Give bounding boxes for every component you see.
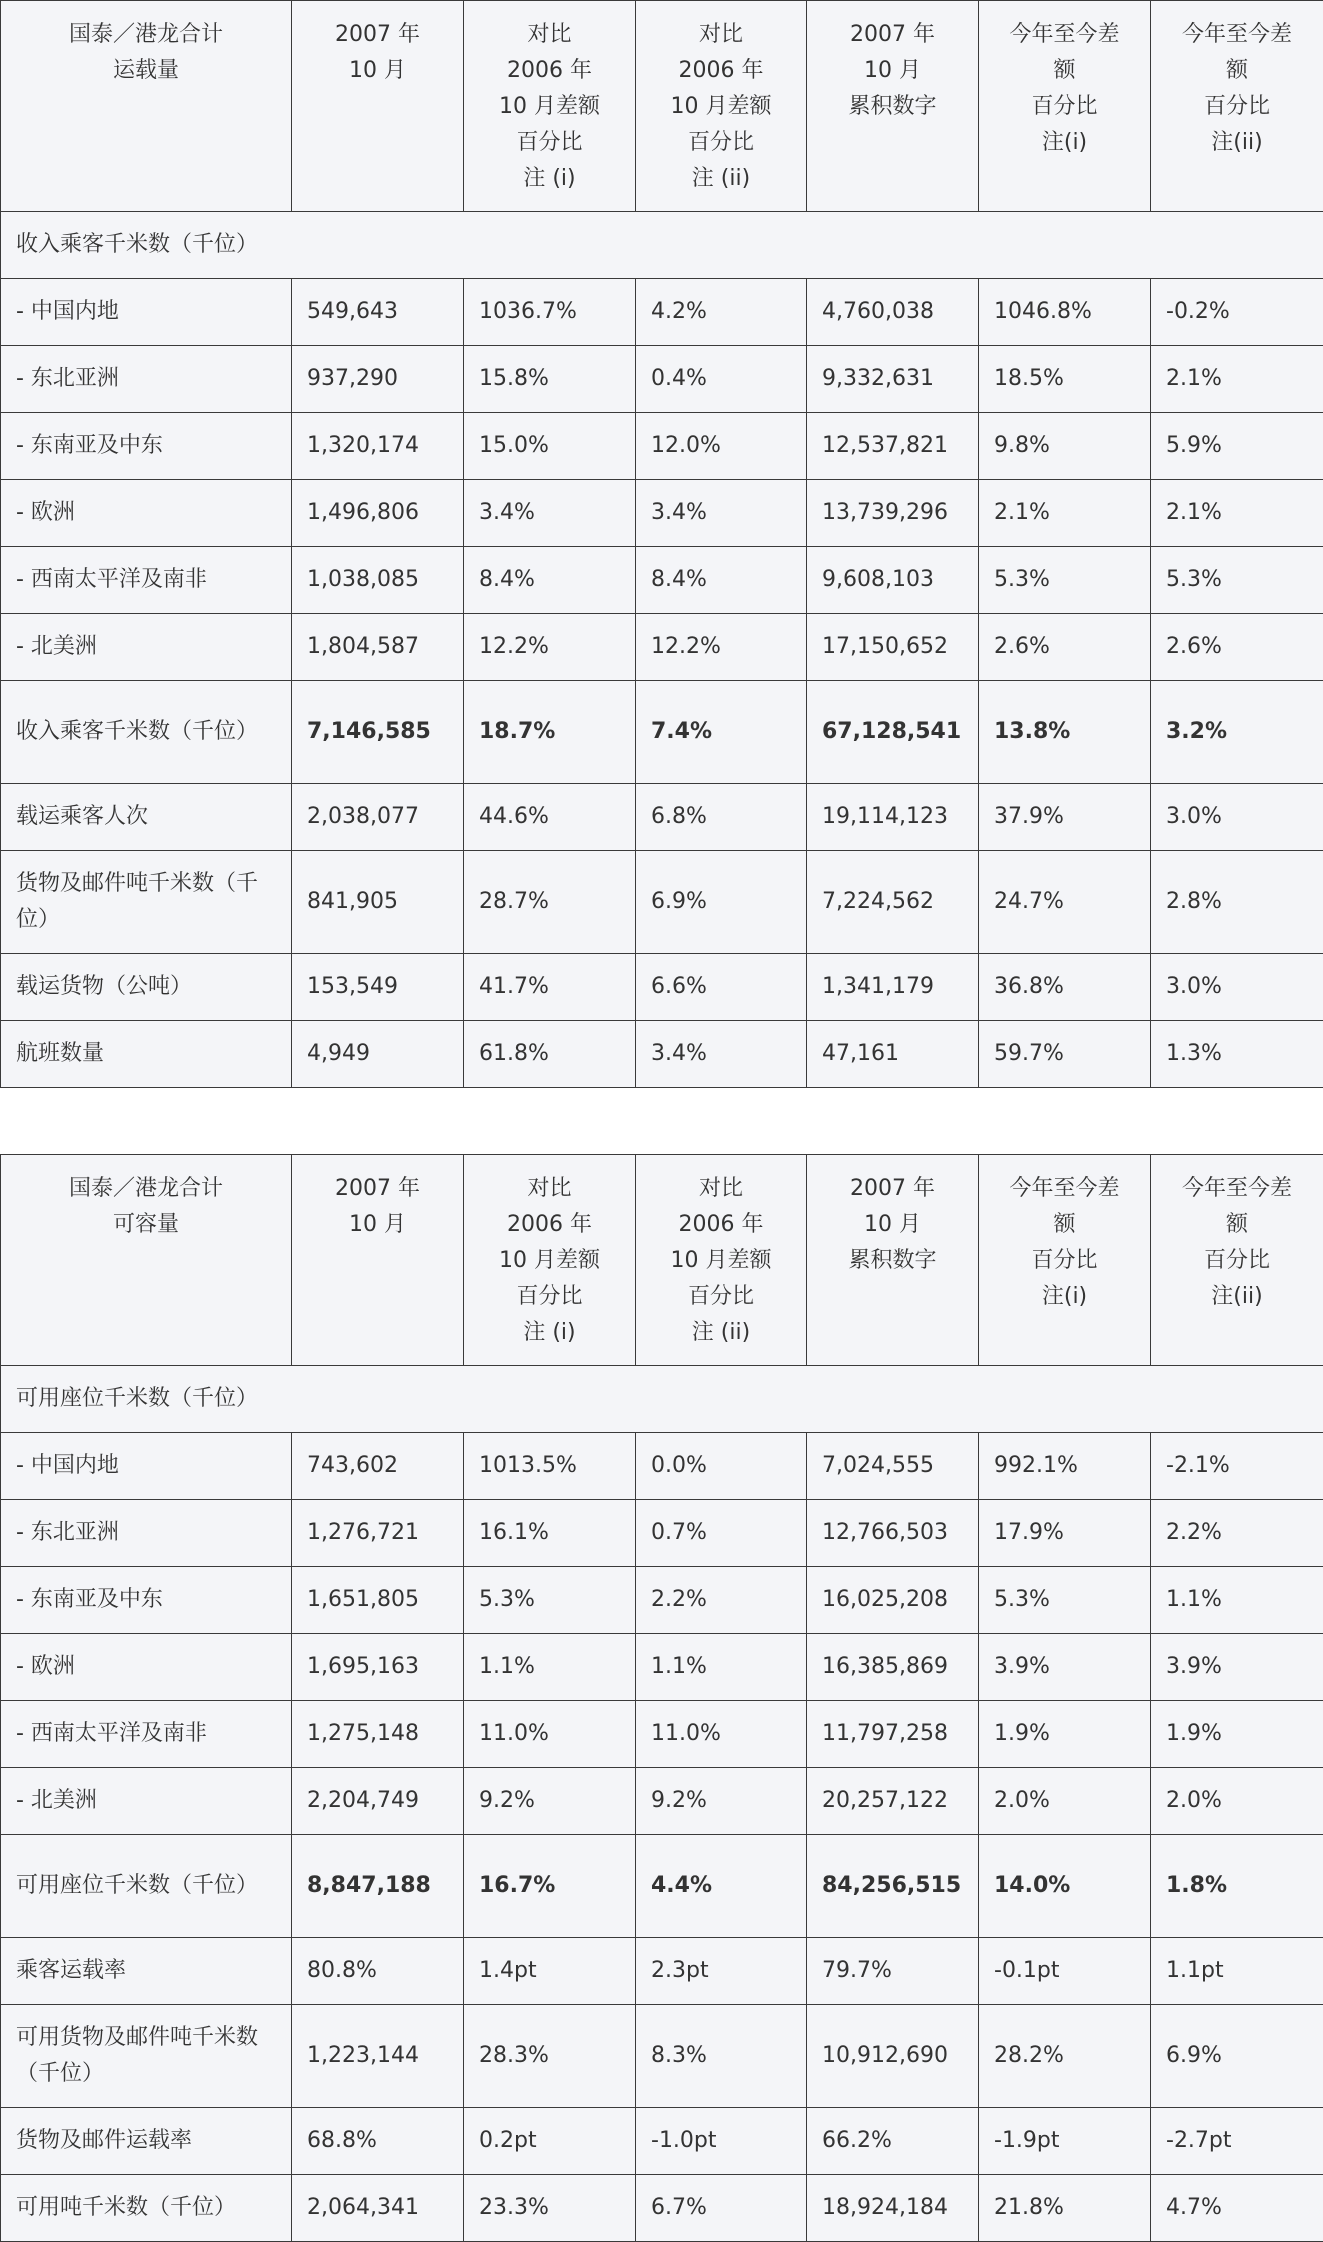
row-label: 货物及邮件运载率 (1, 2108, 292, 2175)
column-header-line: 百分比 (1157, 89, 1317, 125)
table-cell: 20,257,122 (807, 1768, 979, 1835)
column-header-line: 百分比 (985, 1243, 1144, 1279)
table-cell: 6.8% (636, 784, 807, 851)
column-header-line: 对比 (470, 17, 629, 53)
table-cell: 2.6% (979, 614, 1151, 681)
table-cell: 3.4% (636, 1021, 807, 1088)
table-cell: 8.4% (636, 547, 807, 614)
table-cell: -0.2% (1151, 279, 1323, 346)
table-cell: 2,204,749 (292, 1768, 464, 1835)
row-label: - 东南亚及中东 (1, 413, 292, 480)
table-cell: -1.0pt (636, 2108, 807, 2175)
column-header-line: 2007 年 (298, 1171, 457, 1207)
table-cell: 68.8% (292, 2108, 464, 2175)
row-label: 航班数量 (1, 1021, 292, 1088)
column-header-line: 额 (985, 53, 1144, 89)
table-cell: 2.8% (1151, 851, 1323, 954)
table-cell: 7,146,585 (292, 681, 464, 784)
row-label: 载运乘客人次 (1, 784, 292, 851)
section-row (1, 212, 1323, 279)
row-label: - 欧洲 (1, 480, 292, 547)
total-row (1, 1835, 1323, 1938)
table-cell: -2.1% (1151, 1433, 1323, 1500)
table-cell: 1.9% (979, 1701, 1151, 1768)
column-header-line: 注 (ii) (642, 1315, 800, 1351)
column-header (1151, 1, 1323, 212)
column-header (636, 1, 807, 212)
table-cell: 3.4% (636, 480, 807, 547)
table-cell: 1,695,163 (292, 1634, 464, 1701)
row-label: 货物及邮件吨千米数（千位） (1, 851, 292, 954)
table-cell: 12,766,503 (807, 1500, 979, 1567)
table-cell: 12,537,821 (807, 413, 979, 480)
table-cell: 5.3% (979, 547, 1151, 614)
table-cell: 16,385,869 (807, 1634, 979, 1701)
table-cell: 2.6% (1151, 614, 1323, 681)
table-cell: 59.7% (979, 1021, 1151, 1088)
section-label: 可用座位千米数（千位） (1, 1366, 1323, 1433)
table-cell: 9,608,103 (807, 547, 979, 614)
row-label: 载运货物（公吨） (1, 954, 292, 1021)
table-cell: 10,912,690 (807, 2005, 979, 2108)
column-header-line: 额 (985, 1207, 1144, 1243)
table-cell: 18.5% (979, 346, 1151, 413)
capacity-table (0, 1154, 1323, 2242)
table-cell: 5.9% (1151, 413, 1323, 480)
total-row (1, 681, 1323, 784)
column-header (807, 1155, 979, 1366)
table-row (1, 547, 1323, 614)
table-cell: 13.8% (979, 681, 1151, 784)
row-label: 可用吨千米数（千位） (1, 2175, 292, 2242)
table-cell: 28.2% (979, 2005, 1151, 2108)
table-cell: 6.7% (636, 2175, 807, 2242)
column-header-line: 10 月 (813, 1207, 972, 1243)
table-cell: 2.2% (1151, 1500, 1323, 1567)
column-header-line: 百分比 (642, 125, 800, 161)
table-cell: 0.4% (636, 346, 807, 413)
table-cell: 1.8% (1151, 1835, 1323, 1938)
column-header-line: 百分比 (470, 1279, 629, 1315)
column-header-line: 百分比 (470, 125, 629, 161)
table-row (1, 954, 1323, 1021)
table-cell: 1.1% (636, 1634, 807, 1701)
table-cell: 11.0% (636, 1701, 807, 1768)
table-row (1, 279, 1323, 346)
table-row (1, 2175, 1323, 2242)
table-cell: 1046.8% (979, 279, 1151, 346)
table-cell: 1036.7% (464, 279, 636, 346)
table-cell: 992.1% (979, 1433, 1151, 1500)
column-header-line: 2006 年 (470, 53, 629, 89)
table-cell: 8,847,188 (292, 1835, 464, 1938)
table-cell: 743,602 (292, 1433, 464, 1500)
table-cell: 13,739,296 (807, 480, 979, 547)
table-cell: 15.8% (464, 346, 636, 413)
column-header-line: 额 (1157, 1207, 1317, 1243)
table-cell: 8.4% (464, 547, 636, 614)
table-row (1, 413, 1323, 480)
table-cell: 1.4pt (464, 1938, 636, 2005)
table-cell: 3.0% (1151, 784, 1323, 851)
table-cell: 4.7% (1151, 2175, 1323, 2242)
table-row (1, 1634, 1323, 1701)
row-label: - 东北亚洲 (1, 346, 292, 413)
row-label: 可用座位千米数（千位） (1, 1835, 292, 1938)
table-cell: 16.1% (464, 1500, 636, 1567)
column-header-line: 累积数字 (813, 1243, 972, 1279)
table-cell: 21.8% (979, 2175, 1151, 2242)
table-cell: 1,275,148 (292, 1701, 464, 1768)
table-cell: 2,038,077 (292, 784, 464, 851)
table-row (1, 851, 1323, 954)
table-cell: 36.8% (979, 954, 1151, 1021)
table-cell: 67,128,541 (807, 681, 979, 784)
table-cell: 1.3% (1151, 1021, 1323, 1088)
column-header-line: 今年至今差 (985, 1171, 1144, 1207)
row-label: - 中国内地 (1, 279, 292, 346)
column-header-line: 对比 (642, 1171, 800, 1207)
column-header-line: 注(ii) (1157, 125, 1317, 161)
column-header-line: 10 月差额 (642, 1243, 800, 1279)
table-cell: 47,161 (807, 1021, 979, 1088)
table-cell: 8.3% (636, 2005, 807, 2108)
row-label: - 东南亚及中东 (1, 1567, 292, 1634)
table-cell: 9.2% (636, 1768, 807, 1835)
column-header-line: 对比 (642, 17, 800, 53)
column-header (1151, 1155, 1323, 1366)
traffic-load-table (0, 0, 1323, 1088)
table-row (1, 1701, 1323, 1768)
table-cell: 3.4% (464, 480, 636, 547)
table-cell: 11.0% (464, 1701, 636, 1768)
table-row (1, 784, 1323, 851)
row-label: - 北美洲 (1, 1768, 292, 1835)
section-row (1, 1366, 1323, 1433)
column-header (807, 1, 979, 212)
column-header-line: 10 月差额 (470, 1243, 629, 1279)
table-cell: 153,549 (292, 954, 464, 1021)
table-row (1, 480, 1323, 547)
table-cell: 1,038,085 (292, 547, 464, 614)
column-header (979, 1155, 1151, 1366)
table-row (1, 1938, 1323, 2005)
column-header-line: 百分比 (1157, 1243, 1317, 1279)
column-header (292, 1, 464, 212)
table-row (1, 1768, 1323, 1835)
table-cell: 4,949 (292, 1021, 464, 1088)
table-cell: 7,224,562 (807, 851, 979, 954)
column-header-line: 注 (i) (470, 161, 629, 197)
table-cell: 4,760,038 (807, 279, 979, 346)
column-header-line: 百分比 (642, 1279, 800, 1315)
table-cell: -0.1pt (979, 1938, 1151, 2005)
table-cell: 2.3pt (636, 1938, 807, 2005)
table-row (1, 1021, 1323, 1088)
table-cell: 1.9% (1151, 1701, 1323, 1768)
table-cell: 1.1% (464, 1634, 636, 1701)
table-cell: 15.0% (464, 413, 636, 480)
column-header-line: 10 月差额 (642, 89, 800, 125)
row-label: - 中国内地 (1, 1433, 292, 1500)
table-cell: 841,905 (292, 851, 464, 954)
row-label: - 欧洲 (1, 1634, 292, 1701)
table-cell: 2,064,341 (292, 2175, 464, 2242)
table-cell: 6.9% (636, 851, 807, 954)
table-cell: 4.4% (636, 1835, 807, 1938)
table-row (1, 1500, 1323, 1567)
column-header-line: 2007 年 (813, 1171, 972, 1207)
column-header (1, 1155, 292, 1366)
column-header-line: 累积数字 (813, 89, 972, 125)
table-cell: -2.7pt (1151, 2108, 1323, 2175)
column-header-line: 今年至今差 (1157, 17, 1317, 53)
table-cell: 18,924,184 (807, 2175, 979, 2242)
section-label: 收入乘客千米数（千位） (1, 212, 1323, 279)
table-row (1, 1567, 1323, 1634)
table-cell: 18.7% (464, 681, 636, 784)
table-cell: 61.8% (464, 1021, 636, 1088)
table-cell: 12.2% (464, 614, 636, 681)
column-header-line: 对比 (470, 1171, 629, 1207)
column-header-line: 国泰／港龙合计 (7, 1171, 285, 1207)
table-cell: 37.9% (979, 784, 1151, 851)
table-cell: 2.0% (979, 1768, 1151, 1835)
table-cell: 1,651,805 (292, 1567, 464, 1634)
table-header-row (1, 1, 1323, 212)
table-cell: 66.2% (807, 2108, 979, 2175)
table-header-row (1, 1155, 1323, 1366)
table-cell: 1,223,144 (292, 2005, 464, 2108)
column-header-line: 可容量 (7, 1207, 285, 1243)
table-cell: 2.1% (1151, 480, 1323, 547)
table-cell: 17.9% (979, 1500, 1151, 1567)
table-cell: -1.9pt (979, 2108, 1151, 2175)
column-header (292, 1155, 464, 1366)
table-cell: 1013.5% (464, 1433, 636, 1500)
column-header-line: 10 月 (298, 1207, 457, 1243)
table-cell: 9.8% (979, 413, 1151, 480)
table-cell: 5.3% (979, 1567, 1151, 1634)
table-cell: 3.9% (1151, 1634, 1323, 1701)
column-header-line: 今年至今差 (985, 17, 1144, 53)
table-cell: 2.1% (1151, 346, 1323, 413)
table-cell: 937,290 (292, 346, 464, 413)
table-row (1, 1433, 1323, 1500)
table-cell: 0.7% (636, 1500, 807, 1567)
row-label: - 西南太平洋及南非 (1, 547, 292, 614)
row-label: 收入乘客千米数（千位） (1, 681, 292, 784)
row-label: 乘客运载率 (1, 1938, 292, 2005)
table-row (1, 346, 1323, 413)
column-header-line: 10 月 (298, 53, 457, 89)
traffic-load-table-body (1, 1, 1323, 1088)
table-cell: 1,804,587 (292, 614, 464, 681)
table-row (1, 2108, 1323, 2175)
table-cell: 7,024,555 (807, 1433, 979, 1500)
table-cell: 41.7% (464, 954, 636, 1021)
table-cell: 0.2pt (464, 2108, 636, 2175)
table-cell: 6.9% (1151, 2005, 1323, 2108)
table-cell: 14.0% (979, 1835, 1151, 1938)
column-header-line: 国泰／港龙合计 (7, 17, 285, 53)
table-cell: 79.7% (807, 1938, 979, 2005)
table-cell: 7.4% (636, 681, 807, 784)
table-cell: 9,332,631 (807, 346, 979, 413)
column-header-line: 注(ii) (1157, 1279, 1317, 1315)
table-cell: 28.3% (464, 2005, 636, 2108)
table-cell: 84,256,515 (807, 1835, 979, 1938)
table-row (1, 2005, 1323, 2108)
row-label: 可用货物及邮件吨千米数（千位） (1, 2005, 292, 2108)
table-cell: 4.2% (636, 279, 807, 346)
table-cell: 24.7% (979, 851, 1151, 954)
table-cell: 80.8% (292, 1938, 464, 2005)
column-header-line: 2007 年 (298, 17, 457, 53)
table-cell: 11,797,258 (807, 1701, 979, 1768)
column-header (464, 1155, 636, 1366)
column-header-line: 注(i) (985, 1279, 1144, 1315)
row-label: - 东北亚洲 (1, 1500, 292, 1567)
column-header-line: 额 (1157, 53, 1317, 89)
column-header-line: 2006 年 (642, 1207, 800, 1243)
table-cell: 5.3% (464, 1567, 636, 1634)
table-cell: 1,320,174 (292, 413, 464, 480)
column-header-line: 2006 年 (642, 53, 800, 89)
table-cell: 2.2% (636, 1567, 807, 1634)
table-cell: 16.7% (464, 1835, 636, 1938)
column-header-line: 运载量 (7, 53, 285, 89)
column-header (979, 1, 1151, 212)
row-label: - 北美洲 (1, 614, 292, 681)
table-cell: 1.1% (1151, 1567, 1323, 1634)
table-cell: 3.2% (1151, 681, 1323, 784)
column-header (1, 1, 292, 212)
column-header-line: 2006 年 (470, 1207, 629, 1243)
table-cell: 17,150,652 (807, 614, 979, 681)
table-cell: 1,276,721 (292, 1500, 464, 1567)
table-cell: 9.2% (464, 1768, 636, 1835)
table-cell: 12.2% (636, 614, 807, 681)
column-header-line: 注 (i) (470, 1315, 629, 1351)
table-cell: 5.3% (1151, 547, 1323, 614)
table-cell: 3.9% (979, 1634, 1151, 1701)
table-cell: 6.6% (636, 954, 807, 1021)
column-header-line: 注 (ii) (642, 161, 800, 197)
table-cell: 1.1pt (1151, 1938, 1323, 2005)
table-cell: 2.0% (1151, 1768, 1323, 1835)
table-cell: 1,496,806 (292, 480, 464, 547)
table-cell: 549,643 (292, 279, 464, 346)
table-cell: 12.0% (636, 413, 807, 480)
table-cell: 16,025,208 (807, 1567, 979, 1634)
table-cell: 23.3% (464, 2175, 636, 2242)
table-cell: 19,114,123 (807, 784, 979, 851)
column-header-line: 2007 年 (813, 17, 972, 53)
table-cell: 0.0% (636, 1433, 807, 1500)
table-cell: 28.7% (464, 851, 636, 954)
table-cell: 2.1% (979, 480, 1151, 547)
table-cell: 3.0% (1151, 954, 1323, 1021)
column-header-line: 注(i) (985, 125, 1144, 161)
row-label: - 西南太平洋及南非 (1, 1701, 292, 1768)
column-header-line: 10 月差额 (470, 89, 629, 125)
table-cell: 1,341,179 (807, 954, 979, 1021)
capacity-table-body (1, 1155, 1323, 2242)
column-header-line: 10 月 (813, 53, 972, 89)
column-header-line: 今年至今差 (1157, 1171, 1317, 1207)
table-cell: 44.6% (464, 784, 636, 851)
column-header-line: 百分比 (985, 89, 1144, 125)
column-header (464, 1, 636, 212)
column-header (636, 1155, 807, 1366)
table-row (1, 614, 1323, 681)
